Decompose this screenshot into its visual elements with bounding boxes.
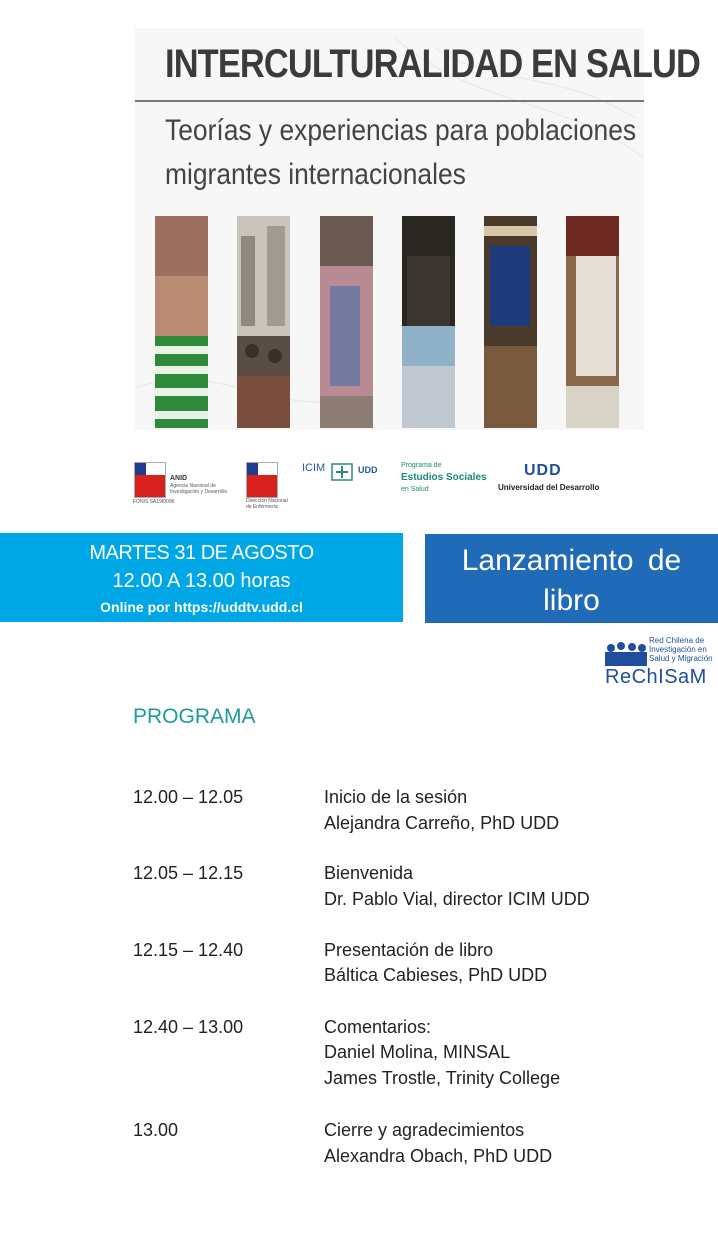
minsal-shield-icon (246, 462, 278, 498)
book-launch-banner (425, 534, 718, 623)
program-item-line: Bienvenida (324, 863, 414, 883)
udd-small-label: UDD (358, 465, 378, 475)
rechisam-name (649, 636, 713, 663)
program-heading: PROGRAMA (133, 705, 256, 728)
rechisam-logo (601, 634, 718, 690)
book-cover (135, 28, 701, 430)
rechisam-people-icon (605, 638, 647, 666)
udd-big-label: UDD (524, 462, 562, 479)
anid-label: ANID (170, 475, 188, 482)
rechisam-name-line-2: Investigación en (649, 645, 707, 654)
photo-strip-hand (155, 216, 208, 428)
anid-sub-2: Investigación y Desarrollo (170, 489, 228, 495)
book-subtitle-line-2: migrantes internacionales (165, 158, 466, 191)
sponsor-logos (130, 456, 600, 508)
programa-line-1: Programa de (401, 462, 442, 469)
program-item-time: 12.05 – 12.15 (133, 863, 244, 883)
program-item-line: Dr. Pablo Vial, director ICIM UDD (324, 889, 590, 909)
gobierno-shield-icon (134, 462, 166, 498)
launch-text-line-1: Lanzamiento de (461, 544, 682, 577)
photo-strip-window (402, 216, 455, 428)
program-item-line: Daniel Molina, MINSAL (324, 1042, 511, 1062)
event-date: MARTES 31 DE AGOSTO (89, 542, 314, 564)
program-item-time: 13.00 (133, 1120, 179, 1140)
program-item-line: Presentación de libro (324, 940, 494, 960)
rechisam-acronym: ReChISaM (605, 666, 707, 688)
program-item-line: Báltica Cabieses, PhD UDD (324, 965, 548, 985)
program-item-time: 12.00 – 12.05 (133, 787, 244, 807)
program-item-time: 12.15 – 12.40 (133, 940, 244, 960)
title-divider (135, 100, 644, 102)
enfermeria-sub-1: Dirección Nacional (246, 498, 288, 504)
program-item-time: 12.40 – 13.00 (133, 1017, 244, 1037)
programa-line-3: en Salud (401, 486, 429, 493)
program-item-line: Alexandra Obach, PhD UDD (324, 1146, 553, 1166)
event-date-banner (0, 533, 403, 622)
program-item-line: James Trostle, Trinity College (324, 1068, 561, 1088)
photo-strip-shelves (566, 216, 619, 428)
anid-sub-1: Agencia Nacional de (170, 483, 216, 489)
book-subtitle-line-1: Teorías y experiencias para poblaciones (165, 114, 637, 147)
launch-text-line-2: libro (543, 584, 600, 617)
book-title: INTERCULTURALIDAD EN SALUD (165, 42, 701, 86)
rechisam-name-line-3: Salud y Migración (649, 654, 713, 663)
event-online-link[interactable]: Online por https://uddtv.udd.cl (100, 599, 303, 615)
photo-strip-curtain (484, 216, 537, 428)
icim-cross-icon (332, 464, 352, 480)
programa-line-2: Estudios Sociales (401, 472, 487, 483)
program-item-line: Cierre y agradecimientos (324, 1120, 525, 1140)
photo-strip-textile (320, 216, 373, 428)
icim-label: ICIM (302, 462, 326, 474)
udd-name: Universidad del Desarrollo (498, 483, 600, 492)
program-item-line: Alejandra Carreño, PhD UDD (324, 813, 560, 833)
photo-strip-street (237, 216, 290, 428)
program-item-line: Inicio de la sesión (324, 787, 468, 807)
anid-code: FONIS SA19I0096 (133, 499, 175, 505)
rechisam-name-line-1: Red Chilena de (649, 636, 705, 645)
event-time: 12.00 A 13.00 horas (112, 570, 291, 592)
program-item-line: Comentarios: (324, 1017, 432, 1037)
enfermeria-sub-2: de Enfermería (246, 504, 278, 510)
